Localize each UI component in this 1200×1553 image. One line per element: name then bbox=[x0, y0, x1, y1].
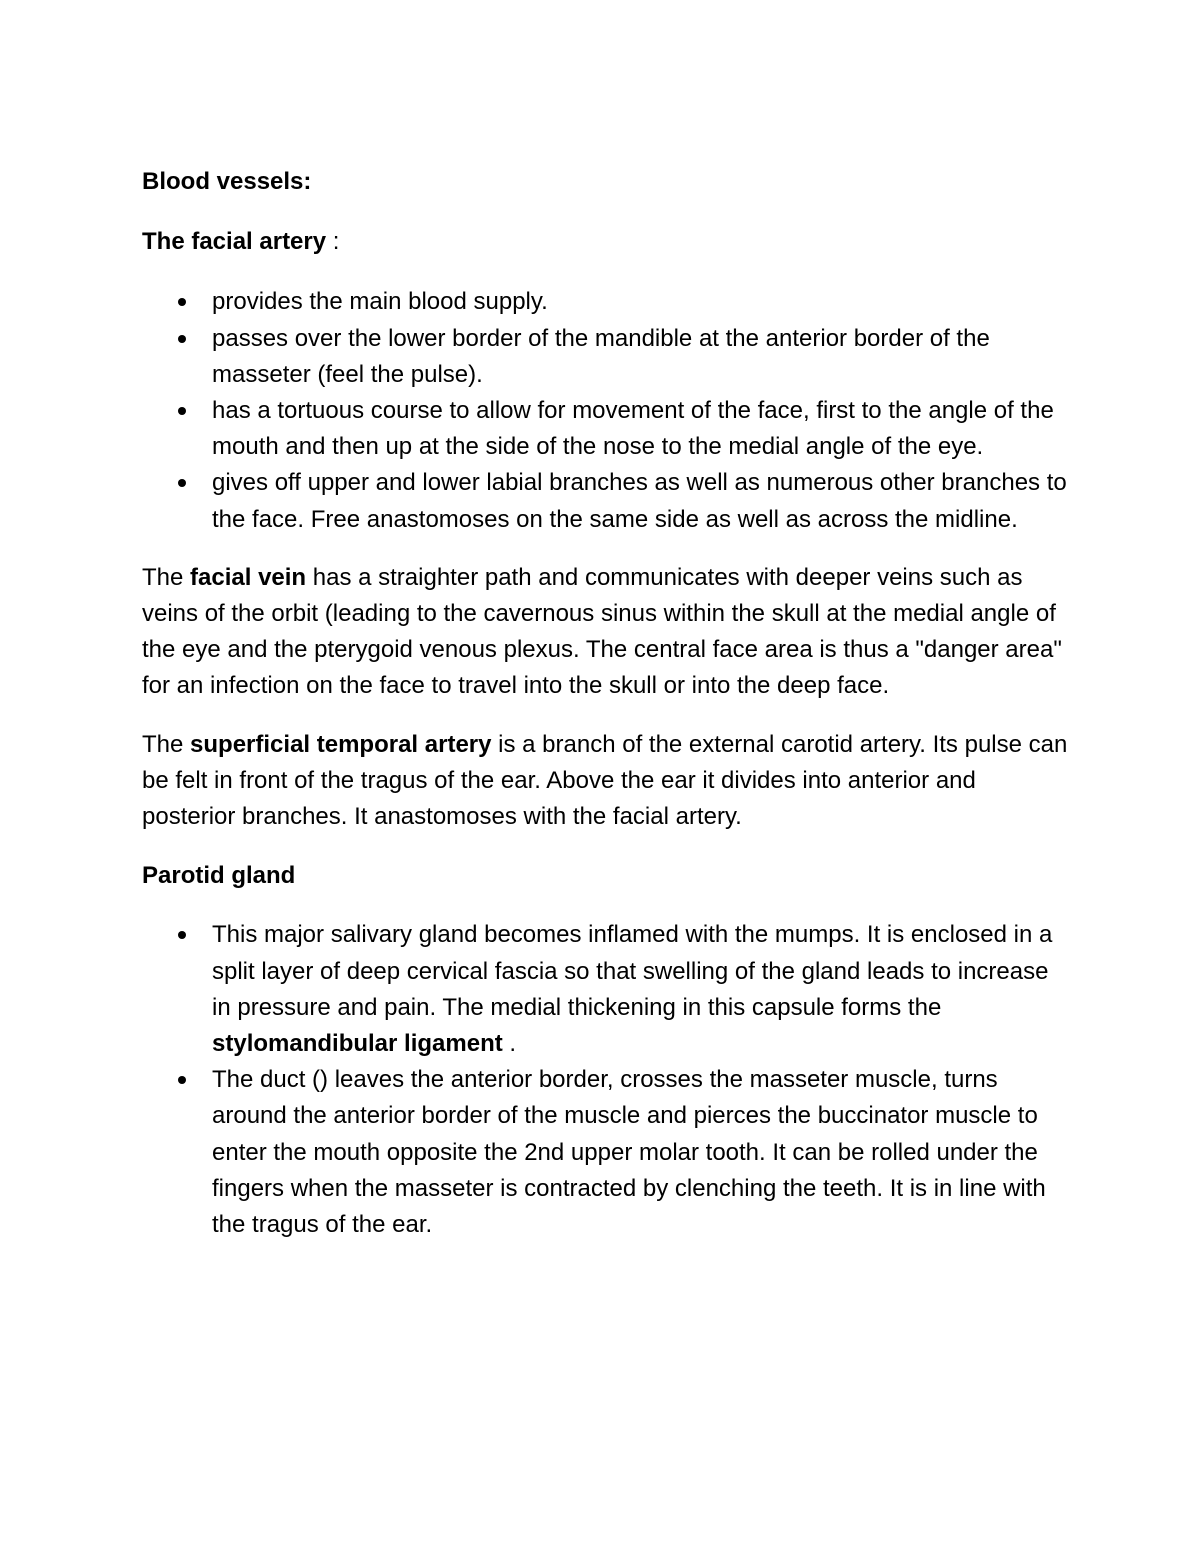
parotid-item1-pre: This major salivary gland becomes inflamed with the mumps. It is enclosed in a split layer of deep cervical fascia so that swelling of the gland leads to increase in pressure and pain. The medial thickening in this capsule forms the bbox=[212, 921, 1053, 1021]
list-item-text: has a tortuous course to allow for movement of the face, first to the angle of the mouth and then up at the side of the nose to the medial angle of the eye. bbox=[212, 397, 1054, 461]
list-item bbox=[142, 284, 1072, 320]
facial-artery-heading-line bbox=[142, 224, 1072, 260]
list-item bbox=[142, 393, 1072, 465]
document-page bbox=[142, 164, 1072, 1243]
bullet-icon bbox=[178, 1076, 186, 1084]
stylomandibular-term: stylomandibular ligament bbox=[212, 1030, 503, 1058]
list-item-text: provides the main blood supply. bbox=[212, 288, 548, 316]
list-item-text: The duct () leaves the anterior border, crosses the masseter muscle, turns around the anterior border of the muscle and pierces the buccinator muscle to enter the mouth opposite the 2nd upper molar tooth. It can be rolled under the fingers when the masseter is contracted by clenching the teeth. It is in line with the tragus of the ear. bbox=[212, 1066, 1046, 1239]
list-item bbox=[142, 1062, 1072, 1243]
superficial-temporal-term: superficial temporal artery bbox=[190, 730, 492, 758]
bullet-icon bbox=[178, 407, 186, 415]
superficial-temporal-text: is a branch of the external carotid artery. Its pulse can be felt in front of the tragus of the ear. Above the ear it divides into anterior and posterior branches. It anastomoses with the facial artery. bbox=[142, 730, 1068, 831]
list-item bbox=[142, 465, 1072, 537]
facial-artery-list bbox=[142, 284, 1072, 537]
list-item bbox=[142, 321, 1072, 393]
blood-vessels-heading: Blood vessels: bbox=[142, 168, 312, 195]
list-item-text: passes over the lower border of the mandible at the anterior border of the masseter (feel the pulse). bbox=[212, 324, 990, 388]
facial-vein-text: has a straighter path and communicates with deeper veins such as veins of the orbit (leading to the cavernous sinus within the skull at the medial angle of the eye and the pterygoid venous plexus. The central face area is thus a "danger area" for an infection on the face to travel into the skull or into the deep face. bbox=[142, 563, 1062, 700]
facial-vein-term: facial vein bbox=[190, 563, 307, 591]
superficial-temporal-paragraph bbox=[142, 727, 1072, 836]
bullet-icon bbox=[178, 298, 186, 306]
parotid-item1-post: . bbox=[502, 1030, 517, 1058]
facial-vein-paragraph bbox=[142, 560, 1072, 705]
bullet-icon bbox=[178, 479, 186, 487]
parotid-heading: Parotid gland bbox=[142, 862, 296, 890]
facial-artery-heading-suffix: : bbox=[326, 228, 340, 256]
parotid-list bbox=[142, 917, 1072, 1243]
bullet-icon bbox=[178, 931, 186, 939]
list-item bbox=[142, 917, 1072, 1062]
list-item-text: gives off upper and lower labial branches as well as numerous other branches to the face. Free anastomoses on the same side as well as across the midline. bbox=[212, 469, 1067, 533]
facial-artery-heading: The facial artery bbox=[142, 228, 327, 256]
superficial-temporal-pre: The bbox=[142, 730, 191, 758]
facial-vein-pre: The bbox=[142, 563, 191, 591]
bullet-icon bbox=[178, 335, 186, 343]
